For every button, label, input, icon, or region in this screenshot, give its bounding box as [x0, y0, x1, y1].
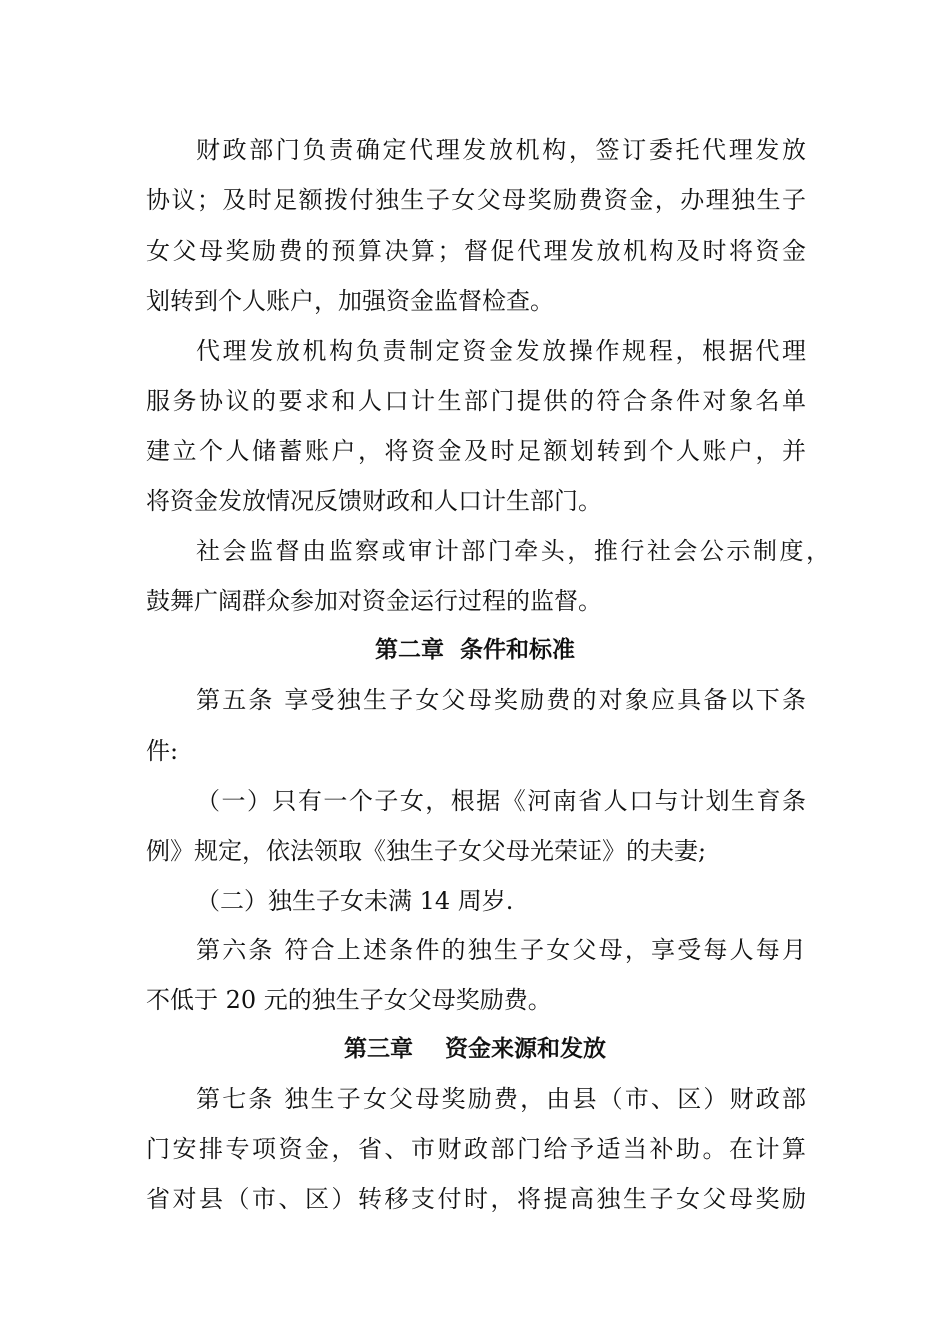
chapter-heading: 第三章 资金来源和发放	[343, 1036, 607, 1062]
article-line: 第七条 独生子女父母奖励费，由县（市、区）财政部	[196, 1085, 806, 1113]
paragraph-line: 协议；及时足额拨付独生子女父母奖励费资金，办理独生子	[146, 186, 806, 214]
paragraph-line: 将资金发放情况反馈财政和人口计生部门。	[146, 487, 602, 515]
paragraph-line: 财政部门负责确定代理发放机构，签订委托代理发放	[196, 136, 806, 164]
paragraph-line: 社会监督由监察或审计部门牵头，推行社会公示制度，	[196, 537, 830, 565]
article-line: 省对县（市、区）转移支付时，将提高独生子女父母奖励	[146, 1185, 806, 1213]
article-line: 件:	[146, 737, 179, 765]
paragraph-line: 代理发放机构负责制定资金发放操作规程，根据代理	[196, 337, 806, 365]
article-line: 第五条 享受独生子女父母奖励费的对象应具备以下条	[196, 686, 806, 714]
article-line: 门安排专项资金，省、市财政部门给予适当补助。在计算	[146, 1135, 806, 1163]
chapter-heading: 第二章 条件和标准	[374, 637, 575, 663]
paragraph-line: 建立个人储蓄账户，将资金及时足额划转到个人账户，并	[146, 437, 806, 465]
article-line: 不低于 20 元的独生子女父母奖励费。	[146, 986, 552, 1014]
article-line: （一）只有一个子女，根据《河南省人口与计划生育条	[196, 787, 806, 815]
article-line: 第六条 符合上述条件的独生子女父母，享受每人每月	[196, 936, 806, 964]
paragraph-line: 服务协议的要求和人口计生部门提供的符合条件对象名单	[146, 387, 806, 415]
article-line: 例》规定，依法领取《独生子女父母光荣证》的夫妻;	[146, 837, 707, 865]
paragraph-line: 鼓舞广阔群众参加对资金运行过程的监督。	[146, 587, 602, 615]
paragraph-line: 女父母奖励费的预算决算；督促代理发放机构及时将资金	[146, 237, 806, 265]
paragraph-line: 划转到个人账户，加强资金监督检查。	[146, 287, 554, 315]
article-line: （二）独生子女未满 14 周岁.	[196, 887, 514, 915]
